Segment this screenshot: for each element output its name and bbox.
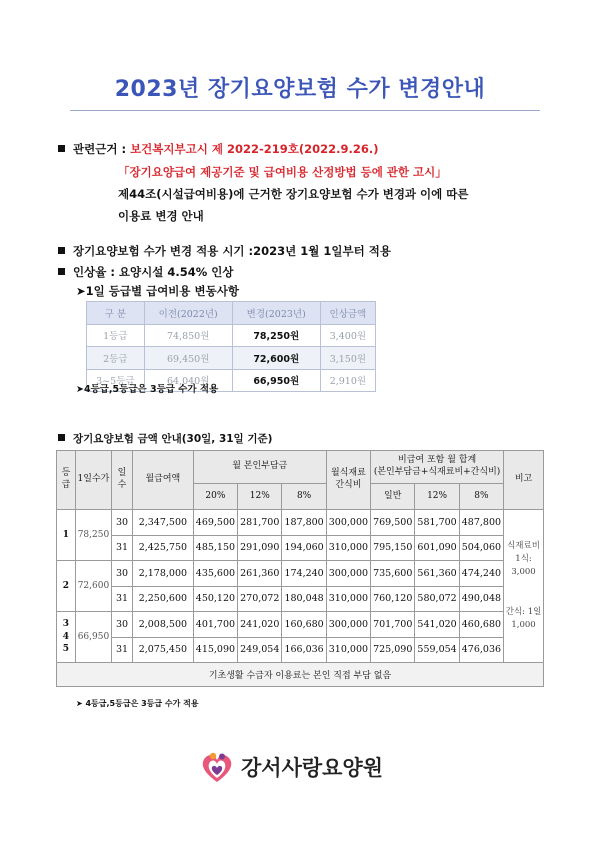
table-cell: 3,400원 bbox=[320, 324, 375, 347]
header-days: 일 수 bbox=[112, 451, 133, 510]
table-header-cell: 인상금액 bbox=[320, 302, 375, 325]
monthly-table-body bbox=[57, 510, 544, 663]
apply-line bbox=[58, 243, 391, 259]
header-daily: 1일수가 bbox=[75, 451, 111, 510]
table-cell: 180,048 bbox=[282, 586, 326, 612]
table-cell: 541,020 bbox=[415, 612, 459, 638]
table-row bbox=[57, 586, 544, 612]
table-cell: 30 bbox=[112, 561, 133, 587]
table-cell: 310,000 bbox=[326, 637, 370, 663]
table-cell: 64,040원 bbox=[144, 369, 232, 392]
table-cell: 160,680 bbox=[282, 612, 326, 638]
logo-text: 강서사랑요양원 bbox=[241, 756, 384, 780]
daily-rate-cell: 72,600 bbox=[75, 561, 111, 612]
bullet-square-icon bbox=[58, 434, 65, 441]
header-pct: 20% bbox=[193, 484, 237, 510]
monthly-heading-line bbox=[58, 431, 272, 446]
table-header-cell: 구 분 bbox=[87, 302, 145, 325]
table-cell: 1등급 bbox=[87, 324, 145, 347]
logo bbox=[197, 748, 407, 788]
table-cell: 310,000 bbox=[326, 586, 370, 612]
table-cell: 270,072 bbox=[238, 586, 282, 612]
header-pct: 8% bbox=[282, 484, 326, 510]
page-title: 2023년 장기요양보험 수가 변경안내 bbox=[114, 77, 486, 102]
grade-cell: 1 bbox=[57, 510, 76, 561]
bullet-square-icon bbox=[58, 247, 65, 254]
table-cell: 72,600원 bbox=[232, 347, 320, 370]
daily-rate-cell: 66,950 bbox=[75, 612, 111, 663]
table-cell: 291,090 bbox=[238, 535, 282, 561]
table-cell: 74,850원 bbox=[144, 324, 232, 347]
table-cell: 31 bbox=[112, 586, 133, 612]
table-cell: 2,347,500 bbox=[132, 510, 193, 536]
header-total-label: 비급여 포함 월 합계 bbox=[398, 455, 477, 466]
table-cell: 450,120 bbox=[193, 586, 237, 612]
table-cell: 30 bbox=[112, 510, 133, 536]
header-total bbox=[371, 451, 504, 484]
table-header-cell: 변경(2023년) bbox=[232, 302, 320, 325]
table-row bbox=[87, 324, 376, 347]
basis-notice: 보건복지부고시 제 2022-219호(2022.9.26.) bbox=[130, 142, 379, 156]
table-row bbox=[87, 347, 376, 370]
table-cell: 2,008,500 bbox=[132, 612, 193, 638]
header-total-sub: (본인부담금+식재료비+간식비) bbox=[373, 467, 501, 477]
table-cell: 795,150 bbox=[371, 535, 415, 561]
table-row bbox=[57, 510, 544, 536]
grade-note-2: ➤ 4등급,5등급은 3등급 수가 적용 bbox=[76, 699, 199, 708]
basis-desc-1: 제44조(시설급여비용)에 근거한 장기요양보험 수가 변경과 이에 따른 bbox=[118, 187, 469, 201]
table-cell: 601,090 bbox=[415, 535, 459, 561]
grade-cell: 3 4 5 bbox=[57, 612, 76, 663]
table-cell: 30 bbox=[112, 612, 133, 638]
header-monthly: 월급여액 bbox=[132, 451, 193, 510]
footer-note: 기초생활 수급자 이용료는 본인 직접 부담 없음 bbox=[57, 663, 544, 687]
header-total-col: 12% bbox=[415, 484, 459, 510]
table-cell: 474,240 bbox=[459, 561, 503, 587]
title-divider bbox=[70, 110, 540, 111]
table-cell: 460,680 bbox=[459, 612, 503, 638]
table-cell: 2,250,600 bbox=[132, 586, 193, 612]
table-cell: 769,500 bbox=[371, 510, 415, 536]
table-cell: 300,000 bbox=[326, 612, 370, 638]
table-cell: 31 bbox=[112, 637, 133, 663]
table-row bbox=[57, 535, 544, 561]
apply-text: 장기요양보험 수가 변경 적용 시기 :2023년 1월 1일부터 적용 bbox=[73, 244, 391, 258]
table-cell: 261,360 bbox=[238, 561, 282, 587]
table-cell: 469,500 bbox=[193, 510, 237, 536]
header-note: 비고 bbox=[504, 451, 544, 510]
table-cell: 490,048 bbox=[459, 586, 503, 612]
table-cell: 701,700 bbox=[371, 612, 415, 638]
table-cell: 559,054 bbox=[415, 637, 459, 663]
daily-heading: ➤1일 등급별 급여비용 변동사항 bbox=[76, 284, 239, 298]
table-cell: 2,910원 bbox=[320, 369, 375, 392]
note-snack: 간식: 1일 1,000 bbox=[505, 606, 542, 630]
table-cell: 735,600 bbox=[371, 561, 415, 587]
table-cell: 174,240 bbox=[282, 561, 326, 587]
header-pct: 12% bbox=[238, 484, 282, 510]
table-cell: 281,700 bbox=[238, 510, 282, 536]
table-cell: 300,000 bbox=[326, 561, 370, 587]
table-footer-row bbox=[57, 663, 544, 687]
basis-line bbox=[58, 141, 378, 157]
table-row bbox=[57, 561, 544, 587]
monthly-fee-table bbox=[56, 450, 544, 687]
header-total-col: 8% bbox=[459, 484, 503, 510]
table-cell: 310,000 bbox=[326, 535, 370, 561]
table-cell: 78,250원 bbox=[232, 324, 320, 347]
table-cell: 194,060 bbox=[282, 535, 326, 561]
table-header-row bbox=[57, 451, 544, 484]
daily-rate-table bbox=[86, 301, 376, 392]
table-cell: 401,700 bbox=[193, 612, 237, 638]
table-cell: 2,178,000 bbox=[132, 561, 193, 587]
table-cell: 3,150원 bbox=[320, 347, 375, 370]
basis-desc-2: 이용료 변경 안내 bbox=[118, 209, 204, 223]
table-cell: 300,000 bbox=[326, 510, 370, 536]
table-cell: 485,150 bbox=[193, 535, 237, 561]
header-meal: 월식재료간식비 bbox=[326, 451, 370, 510]
table-row bbox=[57, 637, 544, 663]
table-cell: 476,036 bbox=[459, 637, 503, 663]
table-cell: 249,054 bbox=[238, 637, 282, 663]
rate-line bbox=[58, 264, 234, 280]
note-cell bbox=[504, 510, 544, 663]
basis-law: 「장기요양급여 제공기준 및 급여비용 산정방법 등에 관한 고시」 bbox=[118, 165, 447, 179]
table-cell: 241,020 bbox=[238, 612, 282, 638]
rate-text: 인상율 : 요양시설 4.54% 인상 bbox=[73, 265, 234, 279]
table-cell: 187,800 bbox=[282, 510, 326, 536]
table-cell: 31 bbox=[112, 535, 133, 561]
table-header-cell: 이전(2022년) bbox=[144, 302, 232, 325]
table-cell: 66,950원 bbox=[232, 369, 320, 392]
table-cell: 3~5등급 bbox=[87, 369, 145, 392]
table-row bbox=[57, 612, 544, 638]
monthly-heading: 장기요양보험 금액 안내(30일, 31일 기준) bbox=[73, 433, 273, 445]
header-grade: 등급 bbox=[57, 451, 76, 510]
basis-label: 관련근거 : bbox=[73, 142, 127, 156]
table-cell: 561,360 bbox=[415, 561, 459, 587]
header-total-col: 일반 bbox=[371, 484, 415, 510]
bullet-square-icon bbox=[58, 268, 65, 275]
table-cell: 581,700 bbox=[415, 510, 459, 536]
table-cell: 760,120 bbox=[371, 586, 415, 612]
table-cell: 2,075,450 bbox=[132, 637, 193, 663]
table-cell: 69,450원 bbox=[144, 347, 232, 370]
table-cell: 435,600 bbox=[193, 561, 237, 587]
header-copay: 월 본인부담금 bbox=[193, 451, 326, 484]
table-cell: 504,060 bbox=[459, 535, 503, 561]
bullet-square-icon bbox=[58, 145, 65, 152]
daily-rate-cell: 78,250 bbox=[75, 510, 111, 561]
table-cell: 725,090 bbox=[371, 637, 415, 663]
heart-people-icon bbox=[197, 748, 237, 788]
table-cell: 166,036 bbox=[282, 637, 326, 663]
grade-cell: 2 bbox=[57, 561, 76, 612]
table-cell: 487,800 bbox=[459, 510, 503, 536]
table-cell: 580,072 bbox=[415, 586, 459, 612]
table-cell: 2등급 bbox=[87, 347, 145, 370]
table-cell: 415,090 bbox=[193, 637, 237, 663]
note-meal: 식재료비 1식: 3,000 bbox=[507, 541, 540, 578]
grade-note: ➤4등급,5등급은 3등급 수가 적용 bbox=[76, 384, 219, 395]
table-header-row bbox=[87, 302, 376, 325]
table-cell: 2,425,750 bbox=[132, 535, 193, 561]
